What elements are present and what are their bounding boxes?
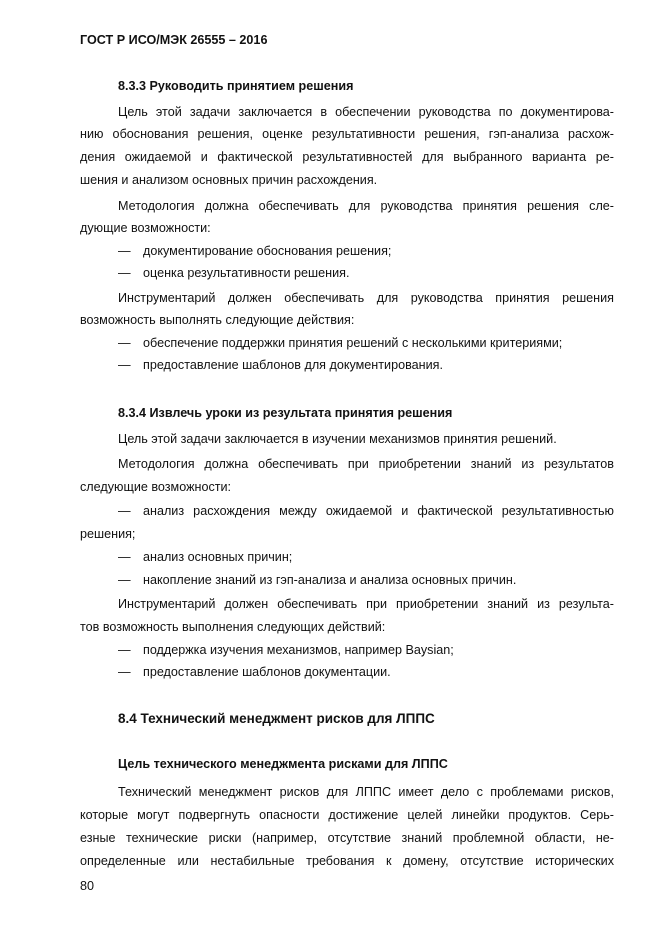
paragraph-line: шения и анализом основных причин расхождения.	[80, 173, 378, 187]
paragraph-line: тов возможность выполнения следующих действий:	[80, 620, 386, 634]
list-dash: —	[118, 665, 131, 679]
list-item: предоставление шаблонов документации.	[143, 665, 391, 679]
list-dash: —	[118, 266, 131, 280]
document-header: ГОСТ Р ИСО/МЭК 26555 – 2016	[80, 33, 268, 47]
paragraph-line: дующие возможности:	[80, 221, 211, 235]
page-number: 80	[80, 879, 95, 893]
paragraph-line: которые могут подвергнуть опасности достижение целей линейки продуктов. Серь-	[80, 808, 614, 822]
paragraph-line: Методология должна обеспечивать при приобретении знаний из результатов	[118, 457, 614, 471]
paragraph-line: Инструментарий должен обеспечивать для руководства принятия решения	[118, 291, 614, 305]
list-item: документирование обоснования решения;	[143, 244, 392, 258]
list-item: анализ основных причин;	[143, 550, 293, 564]
paragraph-line: Методология должна обеспечивать для руководства принятия решения сле-	[118, 199, 614, 213]
section-heading-8-3-4: 8.3.4 Извлечь уроки из результата принятия решения	[118, 406, 453, 420]
list-dash: —	[118, 643, 131, 657]
paragraph-line: Цель этой задачи заключается в обеспечении руководства по документирова-	[118, 105, 614, 119]
paragraph-line: Технический менеджмент рисков для ЛППС имеет дело с проблемами рисков,	[118, 785, 614, 799]
list-dash: —	[118, 504, 131, 518]
list-item: накопление знаний из гэп-анализа и анализа основных причин.	[143, 573, 517, 587]
section-heading-8-3-3: 8.3.3 Руководить принятием решения	[118, 79, 354, 93]
list-item: обеспечение поддержки принятия решений с несколькими критериями;	[143, 336, 563, 350]
list-item-continuation: решения;	[80, 527, 136, 541]
subsection-heading: Цель технического менеджмента рисками для ЛППС	[118, 757, 448, 771]
list-dash: —	[118, 573, 131, 587]
section-heading-8-4: 8.4 Технический менеджмент рисков для ЛППС	[118, 711, 435, 726]
list-dash: —	[118, 336, 131, 350]
list-dash: —	[118, 244, 131, 258]
paragraph-line: следующие возможности:	[80, 480, 232, 494]
paragraph-line: езные технические риски (например, отсутствие знаний проблемной области, не-	[80, 831, 614, 845]
list-item: предоставление шаблонов для документирования.	[143, 358, 443, 372]
paragraph-line: возможность выполнять следующие действия:	[80, 313, 355, 327]
list-item: анализ расхождения между ожидаемой и фактической результативностью	[143, 504, 614, 518]
list-dash: —	[118, 358, 131, 372]
paragraph-line: дения ожидаемой и фактической результативностей для выбранного варианта ре-	[80, 150, 614, 164]
list-item: оценка результативности решения.	[143, 266, 350, 280]
paragraph-line: Инструментарий должен обеспечивать при приобретении знаний из результа-	[118, 597, 614, 611]
list-dash: —	[118, 550, 131, 564]
list-item: поддержка изучения механизмов, например Baysian;	[143, 643, 454, 657]
paragraph-line: Цель этой задачи заключается в изучении механизмов принятия решений.	[118, 432, 557, 446]
paragraph-line: нию обоснования решения, оценке результативности решения, гэп-анализа расхож-	[80, 127, 614, 141]
paragraph-line: определенные или нестабильные требования к домену, отсутствие исторических	[80, 854, 614, 868]
